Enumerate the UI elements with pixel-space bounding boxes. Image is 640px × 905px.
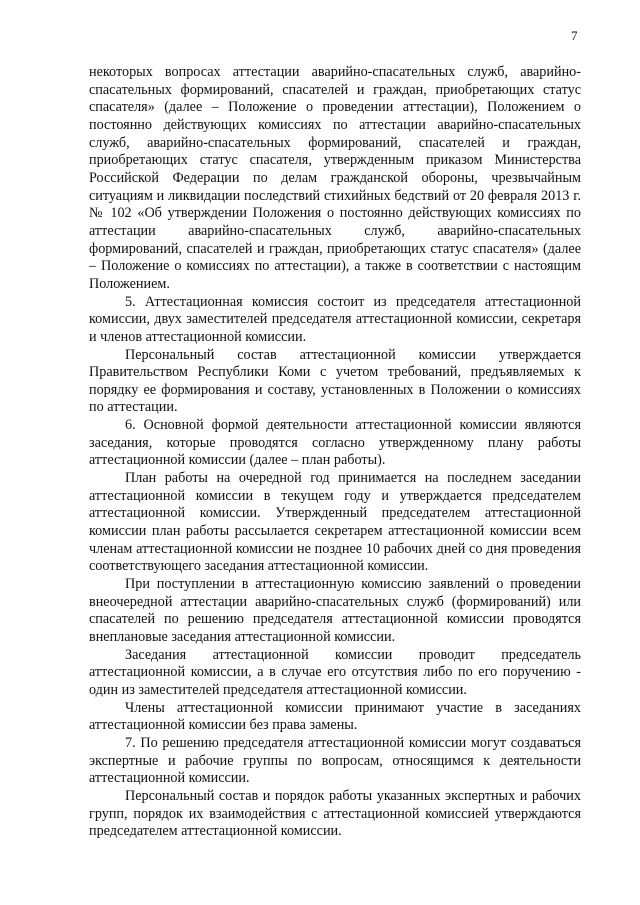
paragraph-personal-composition: Персональный состав аттестационной комиссии утверждается Правительством Республики Коми с учетом требований, предъявляемых к порядку ее формирования и составу, установленных в Положении о комиссиях по аттестации. <box>89 346 581 416</box>
paragraph-members-participation: Члены аттестационной комиссии принимают участие в заседаниях аттестационной комиссии без права замены. <box>89 699 581 734</box>
paragraph-work-plan: План работы на очередной год принимается на последнем заседании аттестационной комиссии в текущем году и утверждается председателем аттестационной комиссии. Утвержденный председателем аттестационной комиссии план работы рассылается секретарем аттестационной комиссии всем членам аттестационной комиссии не позднее 10 рабочих дней со дня проведения соответствующего заседания аттестационной комиссии. <box>89 470 581 575</box>
page-number: 7 <box>571 28 578 43</box>
paragraph-item-7: 7. По решению председателя аттестационной комиссии могут создаваться экспертные и рабочие группы по вопросам, относящимся к деятельности аттестационной комиссии. <box>89 734 581 787</box>
paragraph-expert-groups: Персональный состав и порядок работы указанных экспертных и рабочих групп, порядок их взаимодействия с аттестационной комиссией утверждаются председателем аттестационной комиссии. <box>89 787 581 840</box>
paragraph-item-6: 6. Основной формой деятельности аттестационной комиссии являются заседания, которые проводятся согласно утвержденному плану работы аттестационной комиссии (далее – план работы). <box>89 417 581 469</box>
document-body <box>89 64 581 841</box>
paragraph-extraordinary-sessions: При поступлении в аттестационную комиссию заявлений о проведении внеочередной аттестации аварийно-спасательных служб (формирований) или спасателей по решению председателя аттестационной комиссии проводятся внеплановые заседания аттестационной комиссии. <box>89 576 581 645</box>
paragraph-session-chair: Заседания аттестационной комиссии проводит председатель аттестационной комиссии, а в случае его отсутствия либо по его поручению - один из заместителей председателя аттестационной комиссии. <box>89 646 581 698</box>
paragraph-continuation: некоторых вопросах аттестации аварийно-спасательных служб, аварийно-спасательных формирований, спасателей и граждан, приобретающих статус спасателя» (далее – Положение о проведении аттестации), Положением о постоянно действующих комиссиях по аттестации аварийно-спасательных служб, аварийно-спасательных формирований, спасателей и граждан, приобретающих статус спасателя, утвержденным приказом Министерства Российской Федерации по делам гражданской обороны, чрезвычайным ситуациям и ликвидации последствий стихийных бедствий от 20 февраля 2013 г. № 102 «Об утверждении Положения о постоянно действующих комиссиях по аттестации аварийно-спасательных служб, аварийно-спасательных формирований, спасателей и граждан, приобретающих статус спасателя» (далее – Положение о комиссиях по аттестации), а также в соответствии с настоящим Положением. <box>89 64 581 292</box>
paragraph-item-5: 5. Аттестационная комиссия состоит из председателя аттестационной комиссии, двух заместителей председателя аттестационной комиссии, секретаря и членов аттестационной комиссии. <box>89 293 581 345</box>
